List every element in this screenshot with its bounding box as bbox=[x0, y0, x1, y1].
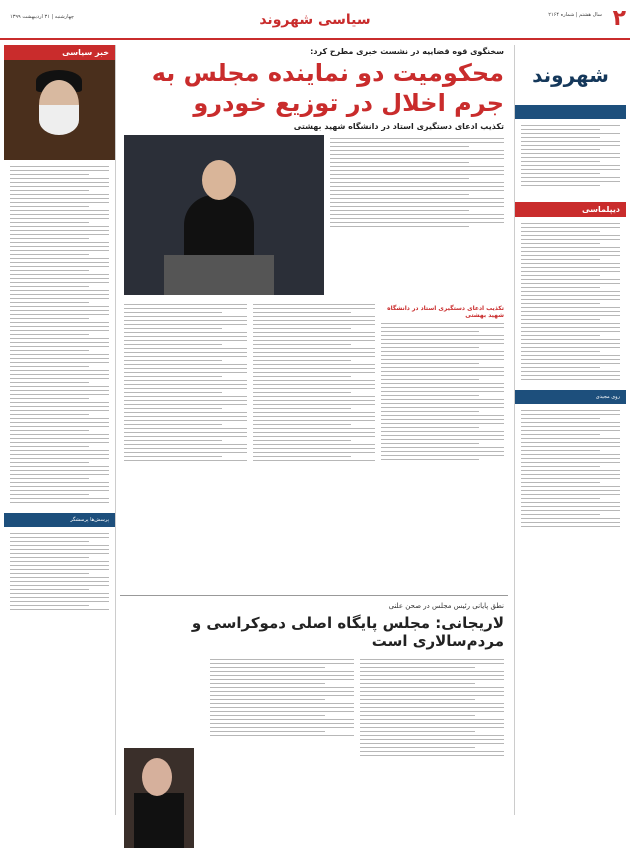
issue-date: چهارشنبه | ۳۱ اردیبهشت ۱۳۹۹ bbox=[10, 14, 75, 20]
story-col-3 bbox=[124, 301, 247, 589]
section-title: سیاسی شهروند bbox=[259, 12, 371, 28]
story2-text bbox=[360, 656, 504, 848]
story-text-right bbox=[330, 135, 504, 295]
left-column bbox=[4, 45, 116, 815]
right-column bbox=[514, 45, 626, 815]
page-header bbox=[0, 0, 630, 40]
info-band bbox=[515, 105, 626, 119]
spokesman-photo bbox=[124, 135, 324, 295]
page-number: ۲ bbox=[612, 6, 626, 31]
main-headline: محکومیت دو نماینده مجلس به جرم اخلال در توزیع خودرو bbox=[151, 59, 504, 117]
left-text-1 bbox=[4, 160, 115, 509]
larijani-photo bbox=[124, 656, 204, 848]
left-text-2 bbox=[4, 527, 115, 616]
diplomacy-text bbox=[515, 217, 626, 386]
story-col-2 bbox=[253, 301, 376, 589]
masthead-info bbox=[515, 119, 626, 192]
issue-info: سال هشتم | شماره ۲۱۶۴ bbox=[548, 12, 602, 18]
story-col-1 bbox=[381, 301, 504, 589]
news-label: خبر سیاسی bbox=[4, 45, 115, 60]
main-column bbox=[120, 45, 508, 815]
bottom-band: روی مجیدی bbox=[515, 390, 626, 404]
left-caption: پرسش‌ها پرسشگر bbox=[4, 513, 115, 527]
story2 bbox=[120, 595, 508, 852]
logo: شهروند bbox=[532, 63, 609, 87]
bottom-text bbox=[515, 404, 626, 533]
story-kicker: سخنگوی قوه قضاییه در نشست خبری مطرح کرد: bbox=[310, 47, 504, 56]
story-subhead: تکذیب ادعای دستگیری استاد در دانشگاه شهید بهشتی bbox=[293, 122, 504, 131]
story2-headline: لاریجانی: مجلس پایگاه اصلی دموکراسی و مردم‌سالاری است bbox=[191, 614, 504, 650]
diplomacy-label: دیپلماسی bbox=[515, 202, 626, 217]
box-title: تکذیب ادعای دستگیری استاد در دانشگاه شهید بهشتی bbox=[387, 305, 504, 319]
story2-kicker: نطق پایانی رئیس مجلس در صحن علنی bbox=[388, 602, 504, 610]
leader-photo bbox=[4, 60, 115, 160]
story2-text-2 bbox=[210, 656, 354, 848]
